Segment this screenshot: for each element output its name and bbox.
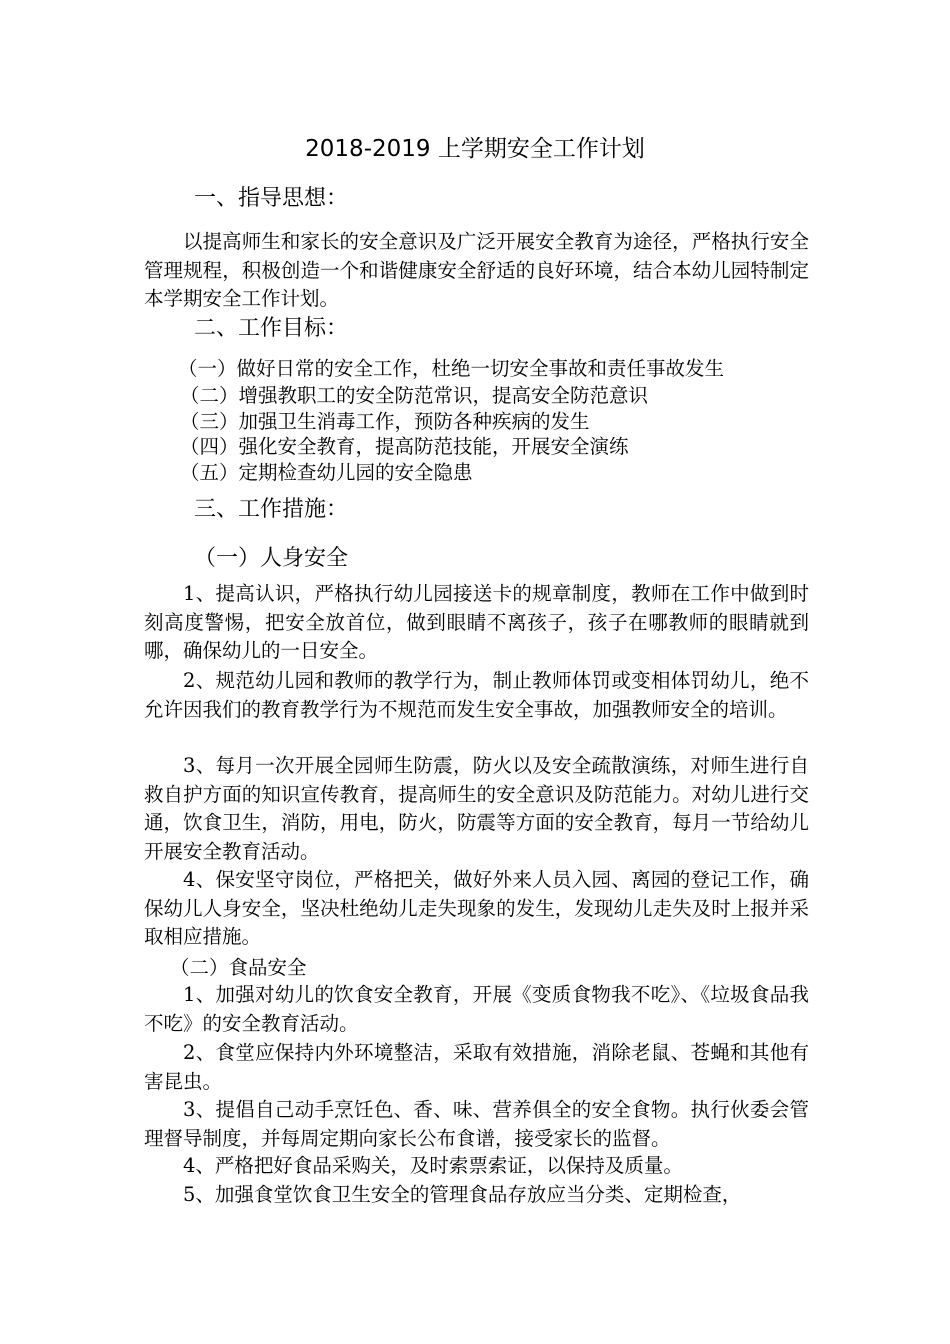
food-safety-item: 1、加强对幼儿的饮食安全教育，开展《变质食物我不吃》、《垃圾食品我不吃》的安全教育活动。 — [144, 983, 809, 1035]
personal-safety-item: 4、保安坚守岗位，严格把关，做好外来人员入园、离园的登记工作，确保幼儿人身安全，坚决杜绝幼儿走失现象的发生，发现幼儿走失及时上报并采取相应措施。 — [144, 868, 809, 949]
goal-item: （三）加强卫生消毒工作，预防各种疾病的发生 — [180, 410, 590, 433]
guiding-ideology-paragraph: 以提高师生和家长的安全意识及广泛开展安全教育为途径，严格执行安全管理规程，积极创造一个和谐健康安全舒适的良好环境，结合本幼儿园特制定本学期安全工作计划。 — [144, 230, 809, 311]
section-heading-work-goals: 二、工作目标： — [194, 316, 349, 341]
food-safety-item: 5、加强食堂饮食卫生安全的管理食品存放应当分类、定期检查， — [183, 1183, 742, 1206]
subsection-heading-food-safety: （二）食品安全 — [170, 956, 307, 979]
personal-safety-item: 1、提高认识，严格执行幼儿园接送卡的规章制度，教师在工作中做到时刻高度警惕，把安全放首位，做到眼睛不离孩子，孩子在哪教师的眼睛就到哪，确保幼儿的一日安全。 — [144, 582, 809, 663]
food-safety-item: 4、严格把好食品采购关，及时索票索证，以保持及质量。 — [183, 1154, 683, 1177]
document-title: 2018-2019 上学期安全工作计划 — [305, 136, 645, 162]
subsection-heading-personal-safety: （一）人身安全 — [194, 546, 349, 571]
personal-safety-item: 3、每月一次开展全园师生防震，防火以及安全疏散演练，对师生进行自救自护方面的知识宣传教育，提高师生的安全意识及防范能力。对幼儿进行交通，饮食卫生，消防，用电，防火，防震等方面的安全教育，每月一节给幼儿开展安全教育活动。 — [144, 754, 809, 863]
food-safety-item: 3、提倡自己动手烹饪色、香、味、营养俱全的安全食物。执行伙委会管理督导制度，并每周定期向家长公布食谱，接受家长的监督。 — [144, 1098, 809, 1150]
goal-item: （一）做好日常的安全工作，杜绝一切安全事故和责任事故发生 — [178, 357, 725, 380]
goal-item: （二）增强教职工的安全防范常识，提高安全防范意识 — [180, 384, 649, 407]
section-heading-work-measures: 三、工作措施： — [194, 497, 349, 522]
goal-item: （五）定期检查幼儿园的安全隐患 — [180, 461, 473, 484]
food-safety-item: 2、食堂应保持内外环境整洁，采取有效措施，消除老鼠、苍蝇和其他有害昆虫。 — [144, 1041, 809, 1093]
section-heading-guiding-ideology: 一、指导思想： — [194, 186, 349, 211]
personal-safety-item: 2、规范幼儿园和教师的教学行为，制止教师体罚或变相体罚幼儿，绝不允许因我们的教育教学行为不规范而发生安全事故，加强教师安全的培训。 — [144, 669, 809, 721]
goal-item: （四）强化安全教育，提高防范技能，开展安全演练 — [180, 435, 629, 458]
